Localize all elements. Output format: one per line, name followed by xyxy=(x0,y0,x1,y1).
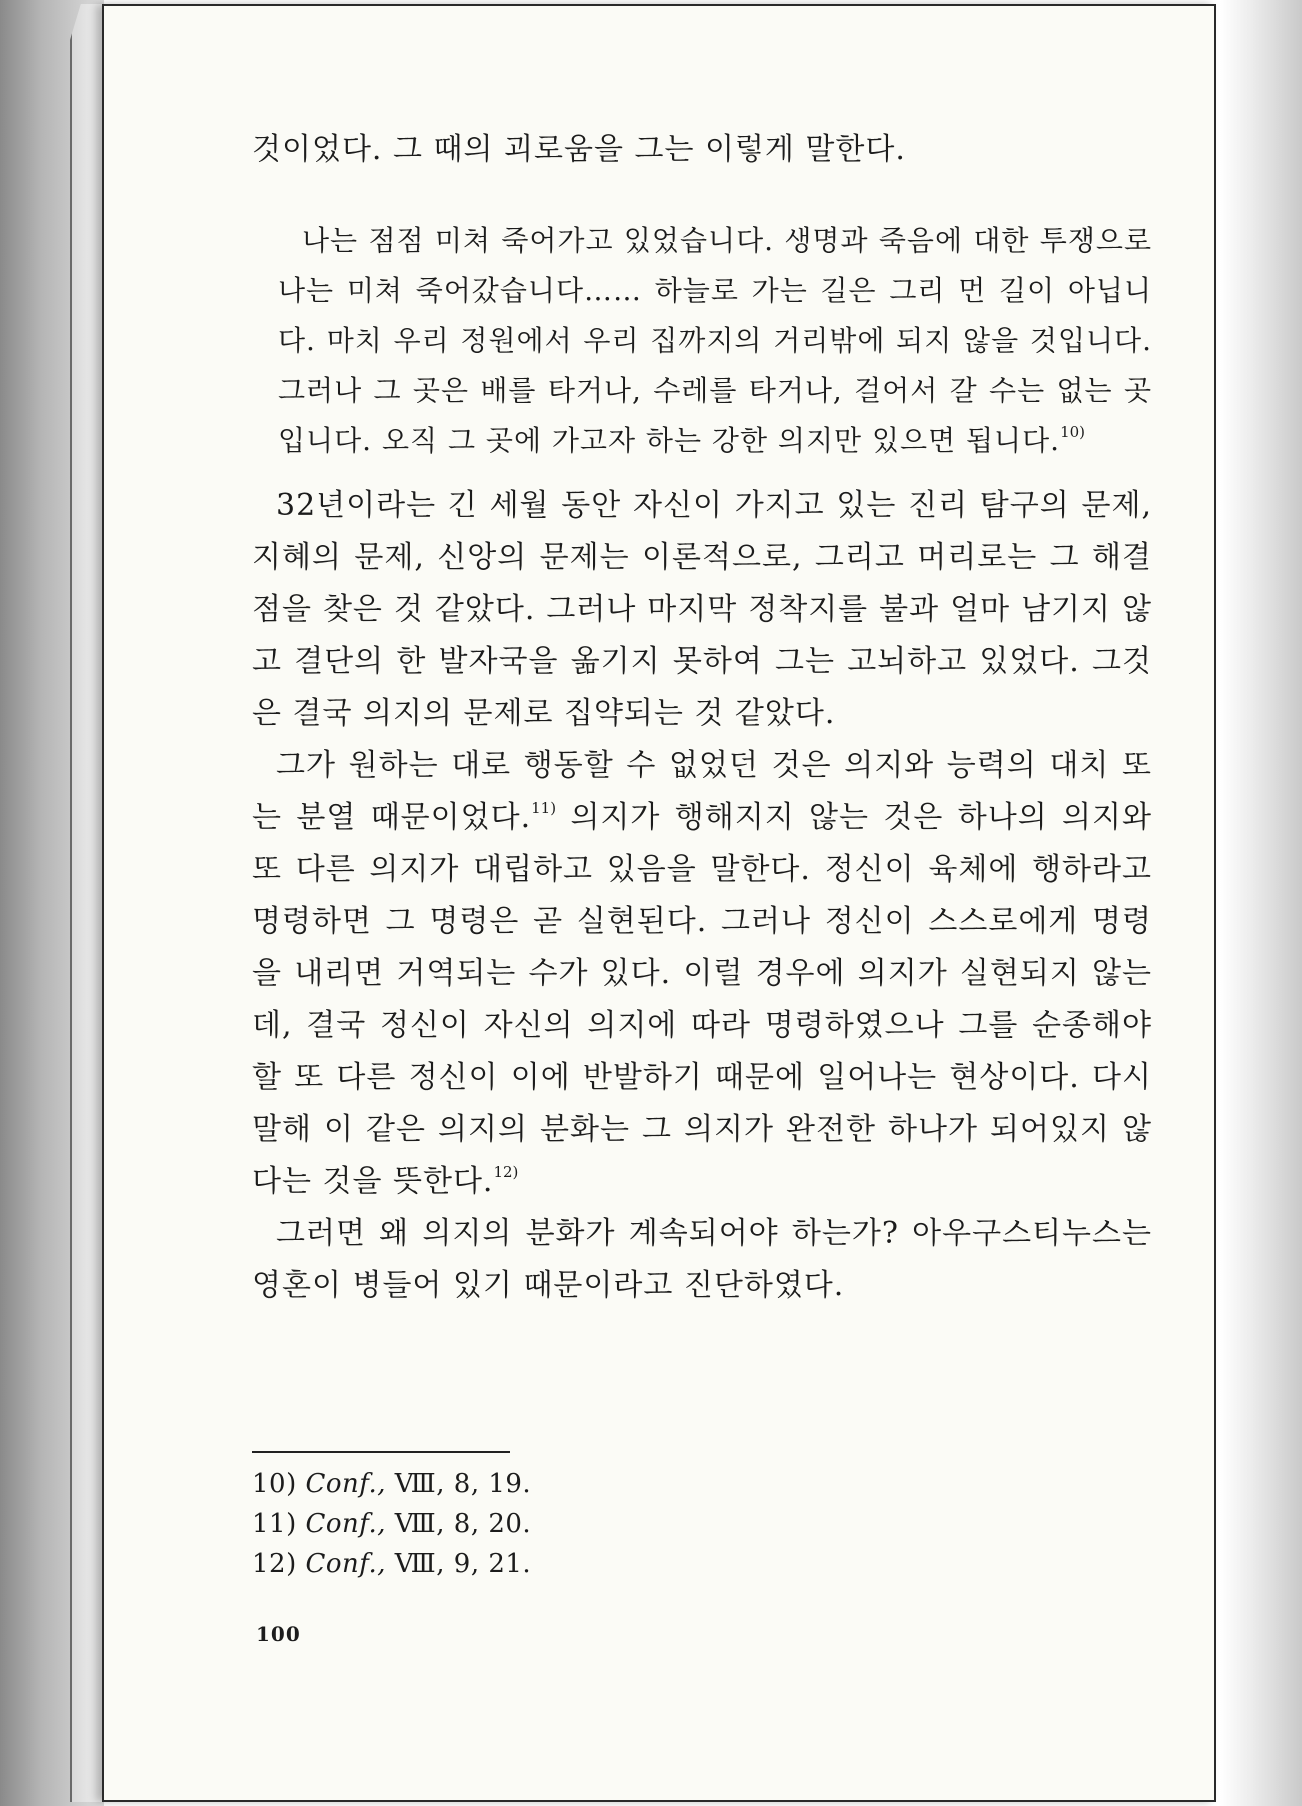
book-shadow xyxy=(1220,0,1302,1806)
paragraph-1: 32년이라는 긴 세월 동안 자신이 가지고 있는 진리 탐구의 문제, 지혜의 문제, 신앙의 문제는 이론적으로, 그리고 머리로는 그 해결점을 찾은 것 같았다. 그러나 마지막 정착지를 불과 얼마 남기지 않고 결단의 한 발자국을 옮기지 못하여 그는 고뇌하고 있었다. 그것은 결국 의지의 문제로 집약되는 것 같았다. xyxy=(252,488,1152,731)
page-edge xyxy=(70,4,106,1802)
opening-line xyxy=(252,124,1152,176)
footnote-10 xyxy=(252,1464,531,1504)
block-quote-text xyxy=(278,216,1152,466)
block-quote xyxy=(278,216,1152,466)
footnote-ref-12: 12) xyxy=(493,1163,519,1181)
paragraph-2-rest: 의지가 행해지지 않는 것은 하나의 의지와 또 다른 의지가 대립하고 있음을 말한다. 정신이 육체에 행하라고 명령하면 그 명령은 곧 실현된다. 그러나 정신이 스스로에게 명령을 내리면 거역되는 수가 있다. 이럴 경우에 의지가 실현되지 않는데, 결국 정신이 자신의 의지에 따라 명령하였으나 그를 순종해야 할 또 다른 정신이 이에 반발하기 때문에 일어나는 현상이다. 다시 말해 이 같은 의지의 분화는 그 의지가 완전한 하나가 되어있지 않다는 것을 뜻한다. xyxy=(252,800,1152,1199)
paragraph-3: 그러면 왜 의지의 분화가 계속되어야 하는가? 아우구스티누스는 영혼이 병들어 있기 때문이라고 진단하였다. xyxy=(252,1216,1152,1303)
footnote-number: 10) xyxy=(252,1469,297,1499)
footnote-divider xyxy=(252,1451,510,1453)
book-page xyxy=(102,4,1216,1802)
footnote-12 xyxy=(252,1544,531,1584)
footnote-ref-10: 10) xyxy=(1060,422,1086,441)
footnote-11 xyxy=(252,1504,531,1544)
body-text xyxy=(252,480,1152,1312)
footnote-location: Ⅷ, 8, 20. xyxy=(394,1509,532,1539)
footnote-ref-11: 11) xyxy=(531,799,557,817)
page-number: 100 xyxy=(256,1622,301,1646)
footnote-source: Conf., xyxy=(305,1469,387,1499)
footnotes xyxy=(252,1464,531,1584)
footnote-location: Ⅷ, 9, 21. xyxy=(394,1549,532,1579)
footnote-number: 11) xyxy=(252,1509,297,1539)
opening-line-text: 것이었다. 그 때의 괴로움을 그는 이렇게 말한다. xyxy=(252,132,906,167)
paragraph-2-start: 그가 원하는 대로 행동할 수 없었던 것은 의지와 능력의 대치 또는 분열 때문이었다. xyxy=(252,748,1152,835)
quote-text: 나는 점점 미쳐 죽어가고 있었습니다. 생명과 죽음에 대한 투쟁으로 나는 미쳐 죽어갔습니다…… 하늘로 가는 길은 그리 먼 길이 아닙니다. 마치 우리 정원에서 우리 집까지의 거리밖에 되지 않을 것입니다. 그러나 그 곳은 배를 타거나, 수레를 타거나, 걸어서 갈 수는 없는 곳입니다. 오직 그 곳에 가고자 하는 강한 의지만 있으면 됩니다. xyxy=(278,224,1152,457)
footnote-source: Conf., xyxy=(305,1549,387,1579)
paragraph-2 xyxy=(252,740,1152,1208)
footnote-source: Conf., xyxy=(305,1509,387,1539)
footnote-number: 12) xyxy=(252,1549,297,1579)
footnote-location: Ⅷ, 8, 19. xyxy=(394,1469,532,1499)
